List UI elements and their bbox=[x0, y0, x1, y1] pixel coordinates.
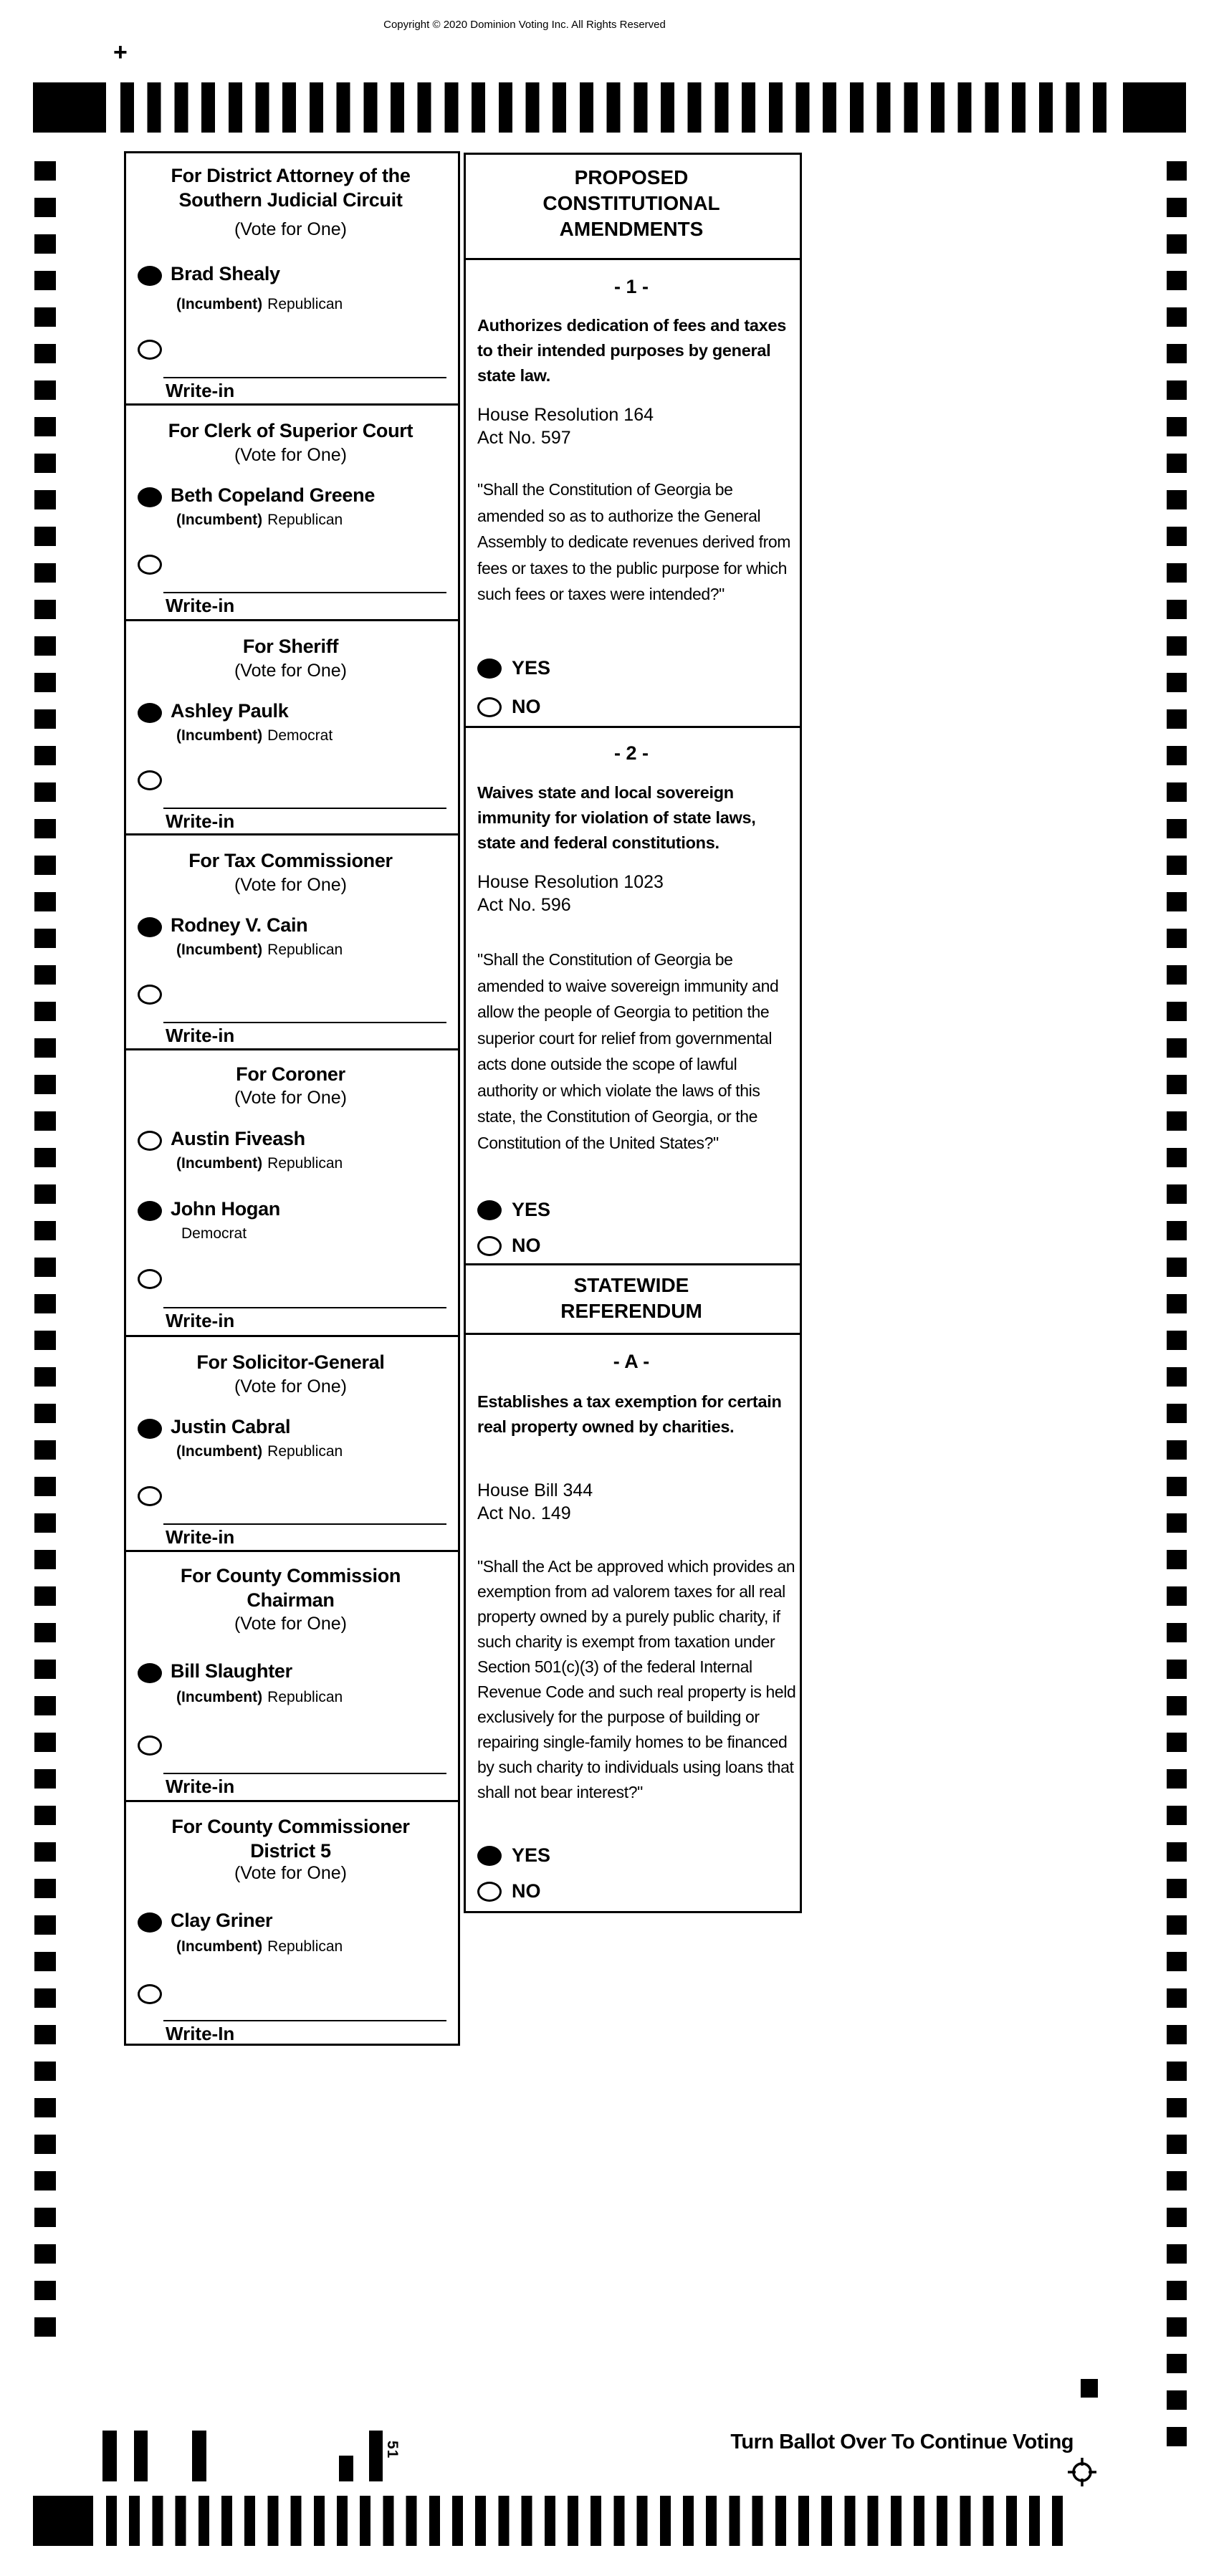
yes-bubble[interactable] bbox=[477, 1846, 502, 1866]
timing-mark-column-right bbox=[1167, 161, 1187, 2447]
party-label: Republican bbox=[267, 1155, 343, 1172]
write-in-bubble[interactable] bbox=[138, 985, 162, 1005]
measure-summary: Establishes a tax exemption for certain real property owned by charities. bbox=[477, 1392, 782, 1436]
candidate-name: Brad Shealy bbox=[171, 263, 280, 284]
yes-label: YES bbox=[512, 1844, 551, 1866]
write-in-bubble[interactable] bbox=[138, 1486, 162, 1506]
no-choice bbox=[477, 1235, 541, 1258]
incumbent-label: (Incumbent) bbox=[176, 1443, 263, 1460]
measure-summary: Authorizes dedication of fees and taxes to their intended purposes by general state law. bbox=[477, 316, 786, 385]
contest-title: For Solicitor-General bbox=[196, 1351, 385, 1373]
amendments-header-line: AMENDMENTS bbox=[559, 218, 704, 240]
candidate-name: John Hogan bbox=[171, 1198, 280, 1220]
contest-title: For Coroner bbox=[236, 1063, 345, 1085]
contest-title bbox=[126, 1814, 455, 1863]
amendments-header bbox=[466, 165, 797, 242]
write-in-line[interactable] bbox=[163, 1307, 446, 1308]
write-in-line[interactable] bbox=[163, 2020, 446, 2021]
candidate-party bbox=[176, 1225, 247, 1242]
timing-mark-column-left bbox=[34, 161, 56, 2337]
no-choice bbox=[477, 696, 541, 719]
yes-choice bbox=[477, 657, 550, 680]
turn-ballot-over-text: Turn Ballot Over To Continue Voting bbox=[730, 2431, 1074, 2453]
write-in-label: Write-in bbox=[166, 1310, 235, 1331]
incumbent-label: (Incumbent) bbox=[176, 1938, 263, 1955]
candidate-party bbox=[176, 296, 343, 313]
write-in-line[interactable] bbox=[163, 808, 446, 809]
measure-authority bbox=[477, 403, 654, 449]
party-label: Republican bbox=[267, 1938, 343, 1955]
no-bubble[interactable] bbox=[477, 1236, 502, 1256]
write-in-bubble[interactable] bbox=[138, 1735, 162, 1756]
stub-number: 51 bbox=[384, 2441, 401, 2459]
contest-title-line: Southern Judicial Circuit bbox=[178, 189, 403, 211]
write-in-label: Write-in bbox=[166, 1776, 235, 1797]
copyright-notice: Copyright © 2020 Dominion Voting Inc. All Rights Reserved bbox=[383, 19, 666, 31]
authority-line: Act No. 597 bbox=[477, 428, 571, 448]
write-in-line[interactable] bbox=[163, 377, 446, 378]
party-label: Republican bbox=[267, 942, 343, 958]
candidate-party bbox=[176, 1689, 343, 1706]
party-label: Democrat bbox=[267, 727, 333, 744]
vote-bubble[interactable] bbox=[138, 917, 162, 937]
vote-for-instruction: (Vote for One) bbox=[234, 1863, 348, 1883]
timing-mark-corner-bottom-left bbox=[33, 2496, 93, 2546]
amendments-header-line: CONSTITUTIONAL bbox=[542, 192, 720, 214]
incumbent-label: (Incumbent) bbox=[176, 1155, 263, 1172]
no-bubble[interactable] bbox=[477, 697, 502, 717]
vote-bubble[interactable] bbox=[138, 1201, 162, 1221]
contest-title-line: District 5 bbox=[250, 1840, 331, 1862]
authority-line: House Bill 344 bbox=[477, 1480, 593, 1500]
contest-title: For Tax Commissioner bbox=[188, 850, 393, 871]
incumbent-label: (Incumbent) bbox=[176, 296, 263, 312]
party-label: Republican bbox=[267, 1443, 343, 1460]
candidate-name: Justin Cabral bbox=[171, 1416, 291, 1437]
yes-bubble[interactable] bbox=[477, 1200, 502, 1220]
yes-choice bbox=[477, 1844, 550, 1867]
authority-line: House Resolution 1023 bbox=[477, 872, 664, 892]
party-label: Republican bbox=[267, 296, 343, 312]
contest-title bbox=[126, 1564, 455, 1612]
contest-title: For Clerk of Superior Court bbox=[168, 420, 413, 441]
write-in-label: Write-in bbox=[166, 810, 235, 832]
vote-bubble[interactable] bbox=[138, 1131, 162, 1151]
no-bubble[interactable] bbox=[477, 1882, 502, 1902]
measure-number: - 2 - bbox=[613, 742, 649, 764]
write-in-bubble[interactable] bbox=[138, 1984, 162, 2004]
yes-choice bbox=[477, 1199, 550, 1222]
contest-solicitor-general bbox=[124, 1335, 460, 1552]
write-in-bubble[interactable] bbox=[138, 340, 162, 360]
yes-bubble[interactable] bbox=[477, 659, 502, 679]
candidate-name: Bill Slaughter bbox=[171, 1660, 292, 1682]
amendment-1-box bbox=[464, 258, 802, 728]
write-in-line[interactable] bbox=[163, 1022, 446, 1023]
stub-barcode-bar bbox=[134, 2431, 148, 2481]
incumbent-label: (Incumbent) bbox=[176, 942, 263, 958]
contest-title-line: For District Attorney of the bbox=[171, 165, 411, 186]
measure-authority bbox=[477, 871, 664, 916]
party-label: Democrat bbox=[181, 1225, 247, 1242]
party-label: Republican bbox=[267, 512, 343, 528]
vote-bubble[interactable] bbox=[138, 487, 162, 507]
vote-bubble[interactable] bbox=[138, 1912, 162, 1933]
vote-for-instruction: (Vote for One) bbox=[234, 1088, 348, 1108]
measure-number: - 1 - bbox=[613, 276, 649, 297]
contest-sheriff bbox=[124, 619, 460, 835]
referendum-header-box bbox=[464, 1263, 802, 1335]
authority-line: Act No. 596 bbox=[477, 895, 571, 915]
registration-crosshair-icon bbox=[1065, 2455, 1099, 2489]
contest-title-line: For County Commissioner bbox=[171, 1816, 410, 1837]
referendum-header-line: REFERENDUM bbox=[560, 1300, 702, 1322]
vote-for-instruction: (Vote for One) bbox=[234, 1614, 348, 1634]
candidate-name: Beth Copeland Greene bbox=[171, 484, 376, 506]
write-in-label: Write-in bbox=[166, 380, 235, 401]
measure-question: "Shall the Constitution of Georgia be amended to waive sovereign immunity and allow the people of Georgia to petition the superior court for relief from governmental acts done outside the scope of lawful authority or which violate the laws of this state, the Constitution of Georgia, or the Constitution of the United States?" bbox=[477, 950, 779, 1152]
amendments-header-line: PROPOSED bbox=[574, 166, 689, 188]
timing-mark-band-bottom bbox=[106, 2496, 1064, 2546]
stub-barcode-bar bbox=[192, 2431, 206, 2481]
yes-label: YES bbox=[512, 1199, 551, 1220]
party-label: Republican bbox=[267, 1689, 343, 1705]
stub-barcode-bar-short bbox=[339, 2456, 353, 2481]
write-in-label: Write-In bbox=[166, 2023, 235, 2044]
candidate-party bbox=[176, 1938, 343, 1955]
candidate-name: Austin Fiveash bbox=[171, 1128, 305, 1149]
vote-bubble[interactable] bbox=[138, 1419, 162, 1439]
no-label: NO bbox=[512, 1880, 541, 1902]
write-in-label: Write-in bbox=[166, 1025, 235, 1046]
candidate-party bbox=[176, 727, 333, 744]
write-in-bubble[interactable] bbox=[138, 555, 162, 575]
contest-county-commission-chairman bbox=[124, 1550, 460, 1802]
vote-for-instruction: (Vote for One) bbox=[234, 445, 348, 465]
referendum-a-box bbox=[464, 1333, 802, 1913]
timing-mark-corner-top-left bbox=[33, 82, 106, 133]
contest-title-line: Chairman bbox=[247, 1589, 335, 1611]
stub-barcode-bar bbox=[369, 2431, 383, 2481]
vote-for-instruction: (Vote for One) bbox=[234, 219, 348, 239]
measure-question: "Shall the Act be approved which provides an exemption from ad valorem taxes for all real property owned by a purely public charity, if such charity is exempt from taxation under Section 501(c)(3) of the federal Internal Revenue Code and such real property is held exclusively for the purpose of building or repairing single-family homes to be financed by such charity to individuals using loans that shall not bear interest?" bbox=[477, 1557, 796, 1801]
authority-line: Act No. 149 bbox=[477, 1503, 571, 1523]
incumbent-label: (Incumbent) bbox=[176, 512, 263, 528]
vote-for-instruction: (Vote for One) bbox=[234, 875, 348, 895]
no-label: NO bbox=[512, 1235, 541, 1256]
contest-district-attorney bbox=[124, 151, 460, 406]
write-in-line[interactable] bbox=[163, 592, 446, 593]
write-in-bubble[interactable] bbox=[138, 1269, 162, 1289]
measure-question: "Shall the Constitution of Georgia be amended so as to authorize the General Assembly to dedicate revenues derived from fees or taxes to the public purpose for which such fees or taxes were intended?" bbox=[477, 480, 791, 603]
write-in-label: Write-in bbox=[166, 1526, 235, 1548]
candidate-name: Clay Griner bbox=[171, 1910, 273, 1931]
timing-mark-single bbox=[1081, 2379, 1098, 2398]
measure-summary: Waives state and local sovereign immunity for violation of state laws, state and federal constitutions. bbox=[477, 783, 756, 852]
candidate-party bbox=[176, 1443, 343, 1460]
measure-authority bbox=[477, 1479, 593, 1525]
contest-tax-commissioner bbox=[124, 833, 460, 1050]
registration-plus-mark: + bbox=[113, 39, 128, 66]
stub-barcode-bar bbox=[102, 2431, 117, 2481]
contest-title bbox=[126, 163, 455, 212]
vote-for-instruction: (Vote for One) bbox=[234, 1376, 348, 1397]
vote-bubble[interactable] bbox=[138, 703, 162, 723]
amendment-2-box bbox=[464, 726, 802, 1265]
contest-county-commissioner-district-5 bbox=[124, 1800, 460, 2046]
referendum-header bbox=[466, 1273, 797, 1324]
timing-mark-corner-top-right bbox=[1123, 82, 1186, 133]
no-label: NO bbox=[512, 696, 541, 717]
vote-bubble[interactable] bbox=[138, 1663, 162, 1683]
contest-clerk-superior-court bbox=[124, 403, 460, 621]
incumbent-label: (Incumbent) bbox=[176, 727, 263, 744]
candidate-party bbox=[176, 942, 343, 959]
candidate-name: Ashley Paulk bbox=[171, 700, 289, 722]
amendments-header-box bbox=[464, 153, 802, 260]
candidate-party bbox=[176, 512, 343, 529]
contest-coroner bbox=[124, 1048, 460, 1337]
contest-title: For Sheriff bbox=[242, 636, 339, 657]
referendum-header-line: STATEWIDE bbox=[573, 1274, 689, 1296]
write-in-line[interactable] bbox=[163, 1773, 446, 1774]
measure-number: - A - bbox=[613, 1351, 650, 1372]
write-in-label: Write-in bbox=[166, 595, 235, 616]
no-choice bbox=[477, 1880, 541, 1903]
write-in-bubble[interactable] bbox=[138, 770, 162, 790]
incumbent-label: (Incumbent) bbox=[176, 1689, 263, 1705]
vote-for-instruction: (Vote for One) bbox=[234, 661, 348, 681]
contest-title-line: For County Commission bbox=[180, 1565, 401, 1586]
write-in-line[interactable] bbox=[163, 1523, 446, 1525]
yes-label: YES bbox=[512, 657, 551, 679]
candidate-name: Rodney V. Cain bbox=[171, 914, 308, 936]
candidate-party bbox=[176, 1155, 343, 1172]
vote-bubble[interactable] bbox=[138, 266, 162, 286]
timing-mark-band-top bbox=[120, 82, 1108, 133]
authority-line: House Resolution 164 bbox=[477, 405, 654, 425]
